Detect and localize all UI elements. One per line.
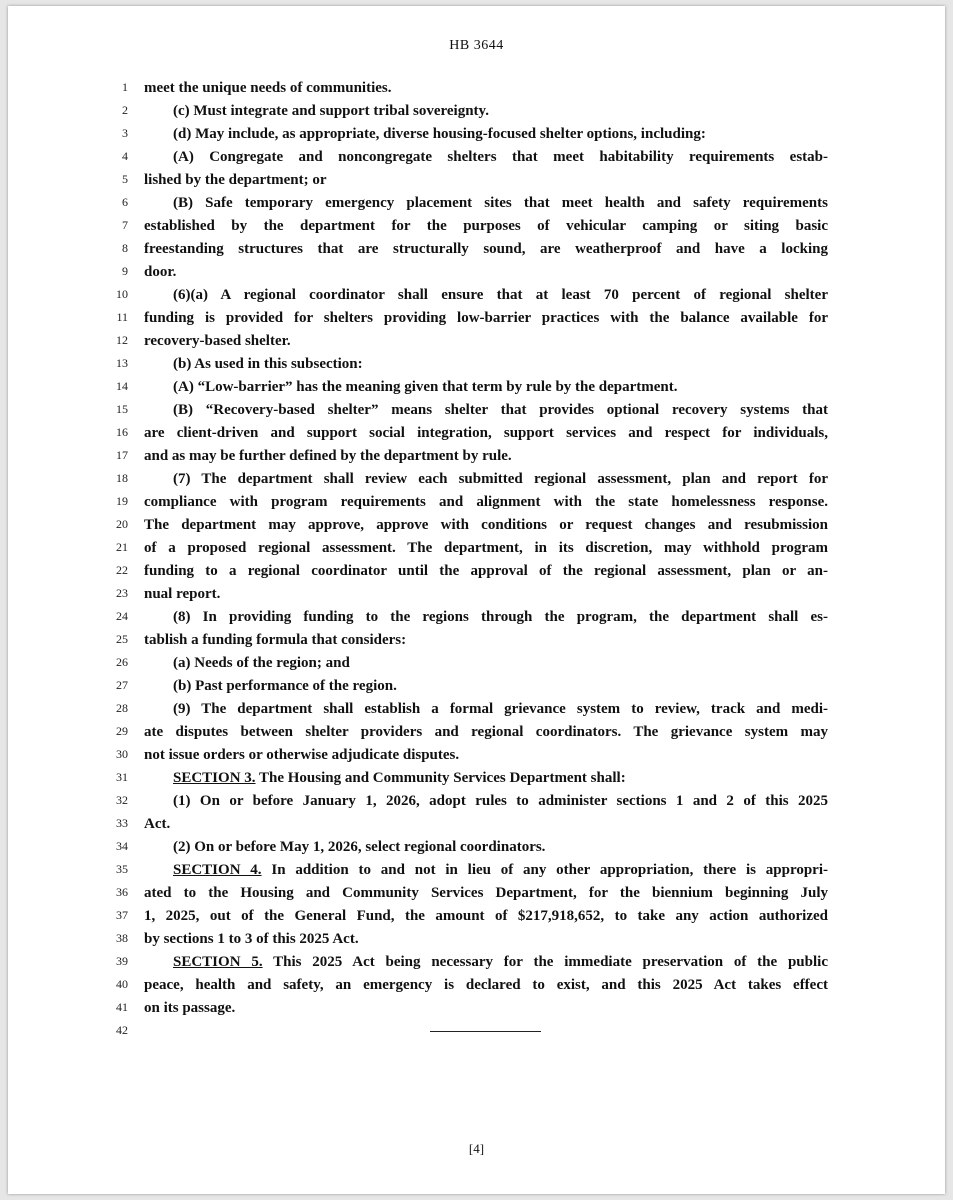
text-line — [8, 929, 945, 952]
line-body: of a proposed regional assessment. The department, in its discretion, may withhold program — [144, 540, 828, 556]
text-line — [8, 653, 945, 676]
text-line — [8, 492, 945, 515]
text-line — [8, 423, 945, 446]
line-body: ated to the Housing and Community Services Department, for the biennium beginning July — [144, 885, 828, 901]
line-body: (9) The department shall establish a formal grievance system to review, track and medi- — [173, 701, 828, 717]
text-line — [8, 538, 945, 561]
line-number: 9 — [122, 264, 128, 278]
line-text — [144, 147, 828, 167]
line-body: (8) In providing funding to the regions through the program, the department shall es- — [173, 609, 828, 625]
text-line — [8, 860, 945, 883]
text-line — [8, 124, 945, 147]
text-line — [8, 193, 945, 216]
bill-number-header: HB 3644 — [449, 38, 504, 53]
line-number: 18 — [116, 471, 128, 485]
line-number: 28 — [116, 701, 128, 715]
text-line — [8, 814, 945, 837]
line-text — [144, 101, 828, 121]
line-body: (A) “Low-barrier” has the meaning given that term by rule by the department. — [173, 379, 678, 395]
line-text — [144, 584, 828, 604]
line-text — [144, 676, 828, 696]
line-number: 17 — [116, 448, 128, 462]
line-body: by sections 1 to 3 of this 2025 Act. — [144, 931, 359, 947]
line-text — [144, 561, 828, 581]
line-number: 23 — [116, 586, 128, 600]
text-line — [8, 308, 945, 331]
text-line — [8, 952, 945, 975]
line-text — [144, 124, 828, 144]
line-number: 41 — [116, 1000, 128, 1014]
line-body: nual report. — [144, 586, 221, 602]
line-number: 25 — [116, 632, 128, 646]
line-number: 34 — [116, 839, 128, 853]
line-number: 10 — [116, 287, 128, 301]
text-line — [8, 262, 945, 285]
line-body: (A) Congregate and noncongregate shelters that meet habitability requirements estab- — [173, 149, 828, 165]
line-number: 24 — [116, 609, 128, 623]
line-body: are client-driven and support social integration, support services and respect for individuals, — [144, 425, 828, 441]
text-line — [8, 78, 945, 101]
line-text — [144, 377, 828, 397]
line-text — [144, 906, 828, 926]
line-number: 4 — [122, 149, 128, 163]
section-heading: SECTION 4. — [173, 862, 262, 878]
line-text — [144, 952, 828, 972]
text-line — [8, 147, 945, 170]
text-line — [8, 469, 945, 492]
line-body: (7) The department shall review each submitted regional assessment, plan and report for — [173, 471, 828, 487]
line-text — [144, 860, 828, 880]
line-number: 1 — [122, 80, 128, 94]
line-number: 3 — [122, 126, 128, 140]
line-number: 14 — [116, 379, 128, 393]
line-text — [144, 768, 828, 788]
line-number: 29 — [116, 724, 128, 738]
line-body: (a) Needs of the region; and — [173, 655, 350, 671]
line-text — [144, 607, 828, 627]
text-line — [8, 331, 945, 354]
line-text — [144, 837, 828, 857]
line-text — [144, 78, 828, 98]
section-heading: SECTION 5. — [173, 954, 263, 970]
line-number: 16 — [116, 425, 128, 439]
line-number: 26 — [116, 655, 128, 669]
line-number: 31 — [116, 770, 128, 784]
line-body: (c) Must integrate and support tribal sovereignty. — [173, 103, 489, 119]
text-line — [8, 561, 945, 584]
text-line — [8, 377, 945, 400]
line-number: 38 — [116, 931, 128, 945]
section-heading: SECTION 3. — [173, 770, 256, 786]
line-body: funding to a regional coordinator until the approval of the regional assessment, plan or an- — [144, 563, 828, 579]
line-body: not issue orders or otherwise adjudicate disputes. — [144, 747, 460, 763]
line-number: 36 — [116, 885, 128, 899]
line-number: 15 — [116, 402, 128, 416]
line-body: meet the unique needs of communities. — [144, 80, 392, 96]
text-line — [8, 101, 945, 124]
line-body: This 2025 Act being necessary for the immediate preservation of the public — [262, 954, 828, 970]
line-number: 12 — [116, 333, 128, 347]
line-text — [144, 193, 828, 213]
line-body: (b) As used in this subsection: — [173, 356, 363, 372]
line-text — [144, 170, 828, 190]
text-line — [8, 446, 945, 469]
text-line — [8, 1021, 945, 1044]
line-number: 39 — [116, 954, 128, 968]
line-text — [144, 492, 828, 512]
line-text — [144, 400, 828, 420]
line-body: Act. — [144, 816, 171, 832]
line-body: compliance with program requirements and alignment with the state homelessness response. — [144, 494, 828, 510]
text-line — [8, 630, 945, 653]
end-of-text-rule — [430, 1031, 541, 1032]
text-line — [8, 791, 945, 814]
line-body: The department may approve, approve with conditions or request changes and resubmission — [144, 517, 828, 533]
text-line — [8, 170, 945, 193]
text-line — [8, 768, 945, 791]
line-number: 5 — [122, 172, 128, 186]
line-text — [144, 791, 828, 811]
line-number: 33 — [116, 816, 128, 830]
text-line — [8, 975, 945, 998]
bill-text-body — [8, 78, 945, 1044]
line-number: 30 — [116, 747, 128, 761]
line-text — [144, 699, 828, 719]
line-number: 11 — [116, 310, 128, 324]
line-number: 32 — [116, 793, 128, 807]
text-line — [8, 883, 945, 906]
line-text — [144, 722, 828, 742]
line-body: recovery-based shelter. — [144, 333, 291, 349]
text-line — [8, 584, 945, 607]
text-line — [8, 699, 945, 722]
line-body: 1, 2025, out of the General Fund, the amount of $217,918,652, to take any action authorized — [144, 908, 828, 924]
line-text — [144, 262, 828, 282]
line-body: (2) On or before May 1, 2026, select regional coordinators. — [173, 839, 546, 855]
line-body: funding is provided for shelters providing low-barrier practices with the balance available for — [144, 310, 828, 326]
line-number: 8 — [122, 241, 128, 255]
line-body: (6)(a) A regional coordinator shall ensure that at least 70 percent of regional shelter — [173, 287, 828, 303]
line-body: and as may be further defined by the department by rule. — [144, 448, 512, 464]
page-number-footer: [4] — [468, 1141, 485, 1156]
text-line — [8, 285, 945, 308]
line-body: freestanding structures that are structurally sound, are weatherproof and have a locking — [144, 241, 828, 257]
line-text — [144, 354, 828, 374]
line-body: lished by the department; or — [144, 172, 327, 188]
line-text — [144, 998, 828, 1018]
line-body: (B) “Recovery-based shelter” means shelter that provides optional recovery systems that — [173, 402, 828, 418]
line-number: 7 — [122, 218, 128, 232]
line-number: 40 — [116, 977, 128, 991]
line-number: 20 — [116, 517, 128, 531]
line-number: 35 — [116, 862, 128, 876]
line-body: on its passage. — [144, 1000, 236, 1016]
text-line — [8, 676, 945, 699]
line-body: (d) May include, as appropriate, diverse housing-focused shelter options, including: — [173, 126, 706, 142]
line-text — [144, 469, 828, 489]
line-text — [144, 285, 828, 305]
line-text — [144, 331, 828, 351]
text-line — [8, 837, 945, 860]
line-text — [144, 239, 828, 259]
line-body: ate disputes between shelter providers and regional coordinators. The grievance system may — [144, 724, 828, 740]
text-line — [8, 745, 945, 768]
document-page — [8, 6, 945, 1194]
line-body: peace, health and safety, an emergency is declared to exist, and this 2025 Act takes effect — [144, 977, 828, 993]
line-number: 21 — [116, 540, 128, 554]
line-body: (1) On or before January 1, 2026, adopt rules to administer sections 1 and 2 of this 2025 — [173, 793, 828, 809]
line-number: 27 — [116, 678, 128, 692]
line-text — [144, 929, 828, 949]
text-line — [8, 998, 945, 1021]
text-line — [8, 239, 945, 262]
line-text — [144, 308, 828, 328]
text-line — [8, 515, 945, 538]
line-text — [144, 653, 828, 673]
line-text — [144, 515, 828, 535]
line-number: 13 — [116, 356, 128, 370]
line-text — [144, 446, 828, 466]
line-number: 22 — [116, 563, 128, 577]
text-line — [8, 400, 945, 423]
text-line — [8, 722, 945, 745]
line-text — [144, 814, 828, 834]
line-text — [144, 538, 828, 558]
line-number: 6 — [122, 195, 128, 209]
line-body: tablish a funding formula that considers: — [144, 632, 407, 648]
line-body: door. — [144, 264, 177, 280]
line-number: 37 — [116, 908, 128, 922]
text-line — [8, 216, 945, 239]
text-line — [8, 607, 945, 630]
line-text — [144, 975, 828, 995]
line-body: In addition to and not in lieu of any other appropriation, there is appropri- — [261, 862, 828, 878]
text-line — [8, 906, 945, 929]
line-number: 19 — [116, 494, 128, 508]
line-number: 42 — [116, 1023, 128, 1037]
line-text — [144, 423, 828, 443]
line-text — [144, 745, 828, 765]
line-number: 2 — [122, 103, 128, 117]
line-text — [144, 630, 828, 650]
line-body: The Housing and Community Services Department shall: — [255, 770, 626, 786]
line-body: (b) Past performance of the region. — [173, 678, 397, 694]
line-body: established by the department for the purposes of vehicular camping or siting basic — [144, 218, 828, 234]
line-text — [144, 883, 828, 903]
line-text — [144, 216, 828, 236]
text-line — [8, 354, 945, 377]
line-body: (B) Safe temporary emergency placement sites that meet health and safety requirements — [173, 195, 828, 211]
